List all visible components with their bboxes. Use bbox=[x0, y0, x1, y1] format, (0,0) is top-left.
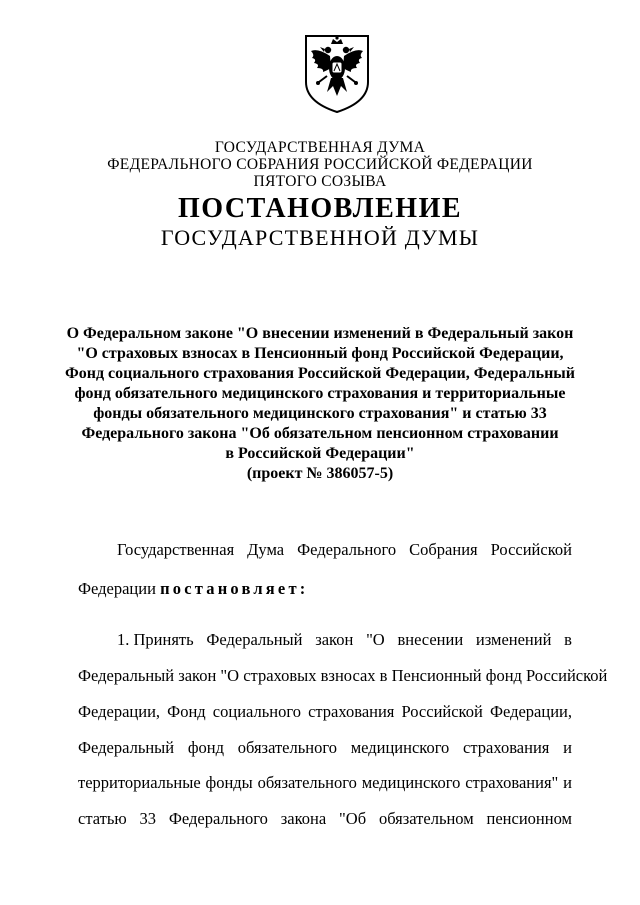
word: Федеральный bbox=[206, 630, 303, 649]
resolves-word: постановляет: bbox=[160, 579, 309, 598]
subject-line: фонд обязательного медицинского страхования и территориальные bbox=[74, 385, 566, 402]
word: медицинского bbox=[361, 773, 461, 792]
word: фонд bbox=[187, 738, 224, 757]
subject-line: Федерального закона "Об обязательном пенсионном страховании bbox=[81, 425, 559, 442]
word: закон bbox=[315, 630, 354, 649]
word: и bbox=[563, 738, 572, 757]
word: Федерального bbox=[297, 540, 397, 559]
word: изменений bbox=[475, 630, 552, 649]
coat-of-arms-emblem bbox=[300, 30, 374, 116]
word: Российской bbox=[490, 540, 572, 559]
word: страхования" bbox=[465, 773, 559, 792]
word: внесении bbox=[397, 630, 464, 649]
word: Собрания bbox=[409, 540, 478, 559]
word: статью bbox=[78, 809, 127, 828]
project-number: (проект № 386057-5) bbox=[246, 465, 394, 482]
intro-line-2 bbox=[78, 579, 572, 599]
subject-line: О Федеральном законе "О внесении изменений в Федеральный закон bbox=[66, 325, 574, 342]
header-federal-assembly: ФЕДЕРАЛЬНОГО СОБРАНИЯ РОССИЙСКОЙ ФЕДЕРАЦИИ bbox=[107, 156, 533, 173]
word: Федерации, bbox=[489, 702, 572, 721]
word: Государственная bbox=[117, 540, 235, 559]
word: обязательном bbox=[378, 809, 474, 828]
word: обязательного bbox=[257, 773, 357, 792]
word: закона bbox=[280, 809, 327, 828]
subject-line: фонды обязательного медицинского страхования" и статью 33 bbox=[93, 405, 547, 422]
item1-line-4 bbox=[78, 738, 572, 758]
word: Фонд bbox=[167, 702, 206, 721]
word: страхования bbox=[308, 702, 395, 721]
word: 33 bbox=[139, 809, 157, 828]
intro-federation-word: Федерации bbox=[78, 579, 156, 598]
subject-line: в Российской Федерации" bbox=[225, 445, 415, 462]
header-convocation: ПЯТОГО СОЗЫВА bbox=[253, 173, 387, 190]
word: в bbox=[564, 630, 572, 649]
subject-line: "О страховых взносах в Пенсионный фонд Российской Федерации, bbox=[76, 345, 564, 362]
item1-line-5 bbox=[78, 773, 572, 793]
header-duma: ГОСУДАРСТВЕННАЯ ДУМА bbox=[214, 139, 426, 156]
word: территориальные bbox=[78, 773, 201, 792]
word: "О bbox=[366, 630, 385, 649]
word: Дума bbox=[247, 540, 285, 559]
subject-line: Фонд социального страхования Российской Федерации, Федеральный bbox=[65, 365, 575, 382]
document-title: ПОСТАНОВЛЕНИЕ bbox=[177, 193, 463, 224]
word: и bbox=[563, 773, 572, 792]
document-subtitle: ГОСУДАРСТВЕННОЙ ДУМЫ bbox=[160, 225, 480, 250]
word: "Об bbox=[339, 809, 367, 828]
word: социального bbox=[212, 702, 301, 721]
item1-line-1 bbox=[117, 630, 572, 650]
word: пенсионном bbox=[486, 809, 572, 828]
word: страхования bbox=[463, 738, 550, 757]
word: Российской bbox=[401, 702, 483, 721]
word: Федеральный bbox=[78, 738, 175, 757]
word: 1. Принять bbox=[117, 630, 194, 649]
word: медицинского bbox=[350, 738, 450, 757]
item1-line-6 bbox=[78, 809, 572, 829]
word: Федерации, bbox=[78, 702, 161, 721]
item1-line-3 bbox=[78, 702, 572, 722]
word: фонды bbox=[205, 773, 253, 792]
word: обязательного bbox=[237, 738, 337, 757]
word: Федерального bbox=[168, 809, 268, 828]
intro-line-1 bbox=[117, 540, 572, 560]
item1-line-2: Федеральный закон "О страховых взносах в Пенсионный фонд Российской bbox=[78, 666, 608, 685]
